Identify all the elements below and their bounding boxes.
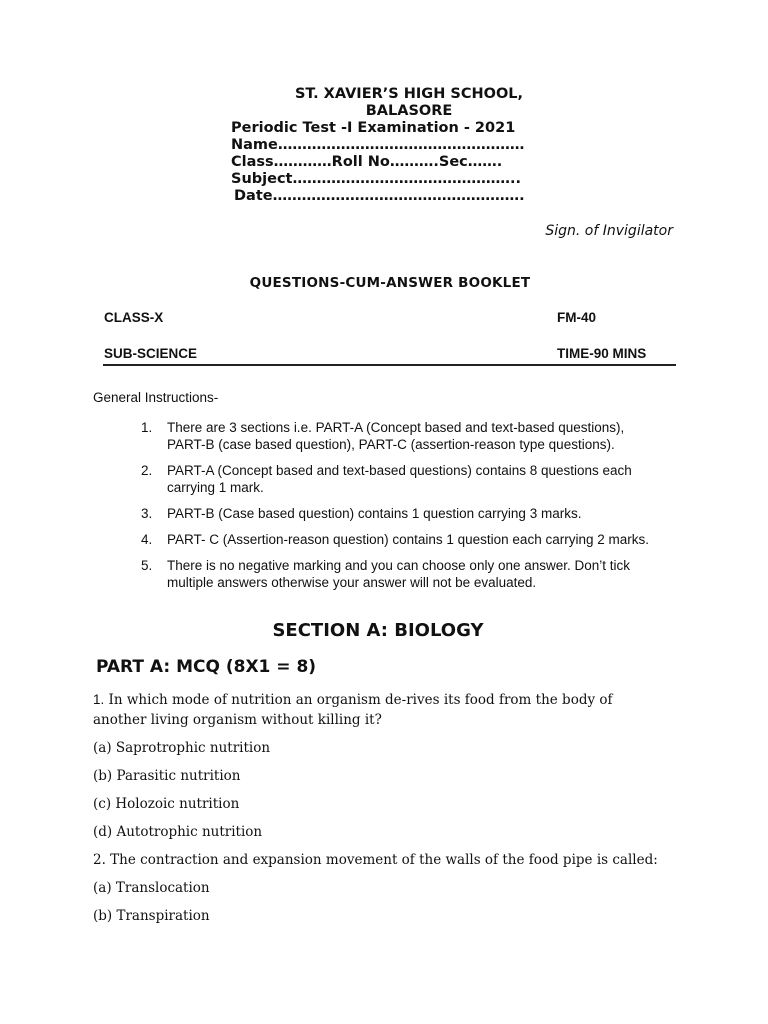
full-marks-label: FM-40 <box>557 310 597 325</box>
booklet-title: QUESTIONS-CUM-ANSWER BOOKLET <box>249 275 531 291</box>
instruction-item <box>141 531 661 548</box>
question-text: The contraction and expansion movement of the walls of the food pipe is called: <box>105 852 658 868</box>
invigilator-signature-label: Sign. of Invigilator <box>545 223 673 239</box>
question-text: In which mode of nutrition an organism de-rives its food from the body of another living organism without killing it? <box>93 692 613 728</box>
question-list <box>93 690 668 934</box>
exam-header <box>0 86 768 205</box>
instruction-text: PART-B (Case based question) contains 1 question carrying 3 marks. <box>167 506 582 521</box>
class-marks-row <box>104 310 649 325</box>
instructions-list <box>141 419 661 600</box>
time-label: TIME-90 MINS <box>557 346 647 361</box>
instruction-item <box>141 557 661 591</box>
instruction-text: PART- C (Assertion-reason question) contains 1 question each carrying 2 marks. <box>167 532 649 547</box>
question-number: 1. <box>93 692 105 707</box>
section-title: SECTION A: BIOLOGY <box>272 620 484 641</box>
class-roll-section-line: Class…………Roll No……….Sec……. <box>231 154 503 170</box>
school-location: BALASORE <box>365 103 453 119</box>
name-field-line: Name…………………………………………… <box>231 137 525 153</box>
instruction-item <box>141 419 661 453</box>
subject-time-row <box>104 346 649 361</box>
instruction-text: There is no negative marking and you can choose only one answer. Don’t tick multiple answers otherwise your answer will not be evaluated. <box>167 558 631 590</box>
instruction-number: 3. <box>141 506 153 521</box>
instruction-number: 2. <box>141 463 153 478</box>
answer-option: (d) Autotrophic nutrition <box>93 824 263 840</box>
subject-field-line: Subject……………………………………….. <box>231 171 521 187</box>
instruction-number: 4. <box>141 532 153 547</box>
answer-option: (a) Translocation <box>93 880 210 896</box>
subject-label: SUB-SCIENCE <box>104 346 198 361</box>
instruction-item <box>141 505 661 522</box>
instruction-text: PART-A (Concept based and text-based questions) contains 8 questions each carrying 1 mark. <box>167 463 632 495</box>
answer-option: (c) Holozoic nutrition <box>93 796 240 812</box>
date-field-line: Date……………………………………………. <box>234 188 525 204</box>
instruction-number: 1. <box>141 420 153 435</box>
answer-option: (b) Transpiration <box>93 908 210 924</box>
answer-option: (a) Saprotrophic nutrition <box>93 740 271 756</box>
exam-title: Periodic Test -I Examination - 2021 <box>231 120 516 136</box>
instructions-heading: General Instructions- <box>93 390 219 405</box>
school-name: ST. XAVIER’S HIGH SCHOOL, <box>294 86 524 102</box>
question-2 <box>93 850 668 870</box>
answer-option: (b) Parasitic nutrition <box>93 768 241 784</box>
part-title: PART A: MCQ (8X1 = 8) <box>96 657 317 677</box>
class-label: CLASS-X <box>104 310 164 325</box>
header-divider <box>103 364 676 366</box>
question-1 <box>93 690 668 730</box>
question-number: 2. <box>93 852 106 868</box>
instruction-item <box>141 462 661 496</box>
instruction-number: 5. <box>141 558 153 573</box>
instruction-text: There are 3 sections i.e. PART-A (Concept based and text-based questions), PART-B (case based question), PART-C (assertion-reason type questions). <box>167 420 625 452</box>
